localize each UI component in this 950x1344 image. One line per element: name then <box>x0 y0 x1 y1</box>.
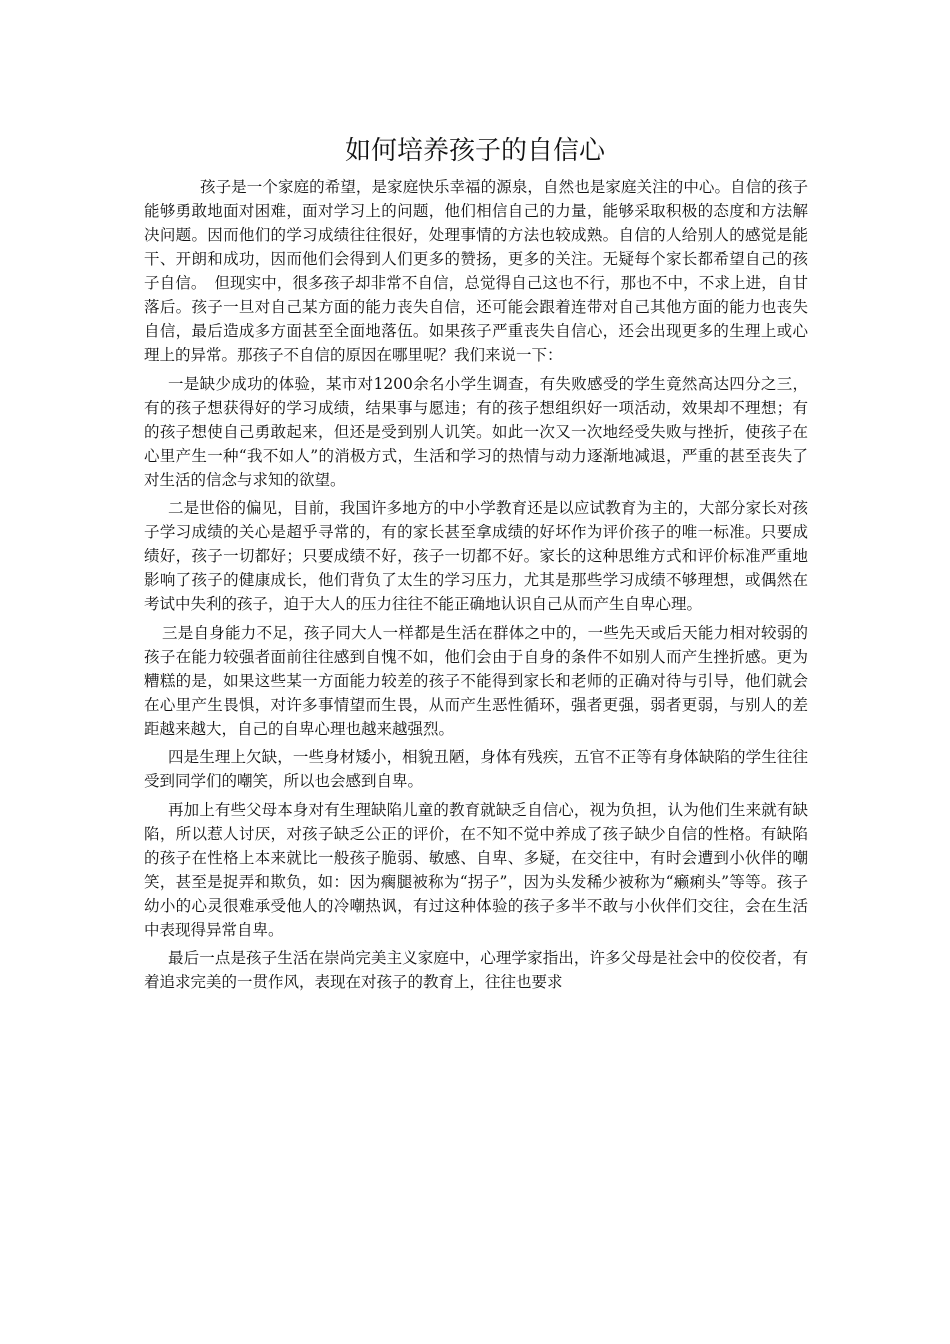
document-title: 如何培养孩子的自信心 <box>344 136 605 166</box>
paragraph-perfectionism: 最后一点是孩子生活在崇尚完美主义家庭中，心理学家指出，许多父母是社会中的佼佼者，有着追求完美的一贯作风，表现在对孩子的教育上，往往也要求 <box>144 949 808 991</box>
paragraph-reason-4: 四是生理上欠缺，一些身材矮小，相貌丑陋，身体有残疾，五官不正等有身体缺陷的学生往往受到同学们的嘲笑，所以也会感到自卑。 <box>144 748 808 790</box>
document-body <box>144 175 808 999</box>
paragraph-parents: 再加上有些父母本身对有生理缺陷儿童的教育就缺乏自信心，视为负担，认为他们生来就有缺陷，所以惹人讨厌，对孩子缺乏公正的评价，在不知不觉中养成了孩子缺少自信的性格。有缺陷的孩子在性格上本来就比一般孩子脆弱、敏感、自卑、多疑，在交往中，有时会遭到小伙伴的嘲笑，甚至是捉弄和欺负，如：因为瘸腿被称为“拐子”，因为头发稀少被称为“癞痢头”等等。孩子幼小的心灵很难承受他人的冷嘲热讽，有过这种体验的孩子多半不敢与小伙伴们交往，会在生活中表现得异常自卑。 <box>144 800 808 939</box>
paragraph-reason-2: 二是世俗的偏见，目前，我国许多地方的中小学教育还是以应试教育为主的，大部分家长对孩子学习成绩的关心是超乎寻常的，有的家长甚至拿成绩的好坏作为评价孩子的唯一标准。只要成绩好，孩子一切都好；只要成绩不好，孩子一切都不好。家长的这种思维方式和评价标准严重地影响了孩子的健康成长，他们背负了太生的学习压力，尤其是那些学习成绩不够理想，或偶然在考试中失利的孩子，迫于大人的压力往往不能正确地认识自己从而产生自卑心理。 <box>144 499 808 613</box>
paragraph-intro: 孩子是一个家庭的希望，是家庭快乐幸福的源泉，自然也是家庭关注的中心。自信的孩子能够勇敢地面对困难，面对学习上的问题，他们相信自己的力量，能够采取积极的态度和方法解决问题。因而他们的学习成绩往往很好，处理事情的方法也较成熟。自信的人给别人的感觉是能干、开朗和成功，因而他们会得到人们更多的赞扬，更多的关注。无疑每个家长都希望自己的孩子自信。 但现实中，很多孩子却非常不自信，总觉得自己这也不行，那也不中，不求上进，自甘落后。孩子一旦对自己某方面的能力丧失自信，还可能会跟着连带对自己其他方面的能力也丧失自信，最后造成多方面甚至全面地落伍。如果孩子严重丧失自信心，还会出现更多的生理上或心理上的异常。那孩子不自信的原因在哪里呢？我们来说一下： <box>144 178 808 364</box>
paragraph-reason-1: 一是缺少成功的体验，某市对1200余名小学生调查，有失败感受的学生竟然高达四分之三，有的孩子想获得好的学习成绩，结果事与愿违；有的孩子想组织好一项活动，效果却不理想；有的孩子想使自己勇敢起来，但还是受到别人讥笑。如此一次又一次地经受失败与挫折，使孩子在心里产生一种“我不如人”的消极方式，生活和学习的热情与动力逐渐地减退，严重的甚至丧失了对生活的信念与求知的欲望。 <box>144 374 808 489</box>
paragraph-reason-3: 三是自身能力不足，孩子同大人一样都是生活在群体之中的，一些先天或后天能力相对较弱的孩子在能力较强者面前往往感到自愧不如，他们会由于自身的条件不如别人而产生挫折感。更为糟糕的是，如果这些某一方面能力较差的孩子不能得到家长和老师的正确对待与引导，他们就会在心里产生畏惧，对许多事情望而生畏，从而产生恶性循环，强者更强，弱者更弱，与别人的差距越来越大，自己的自卑心理也越来越强烈。 <box>144 623 808 738</box>
